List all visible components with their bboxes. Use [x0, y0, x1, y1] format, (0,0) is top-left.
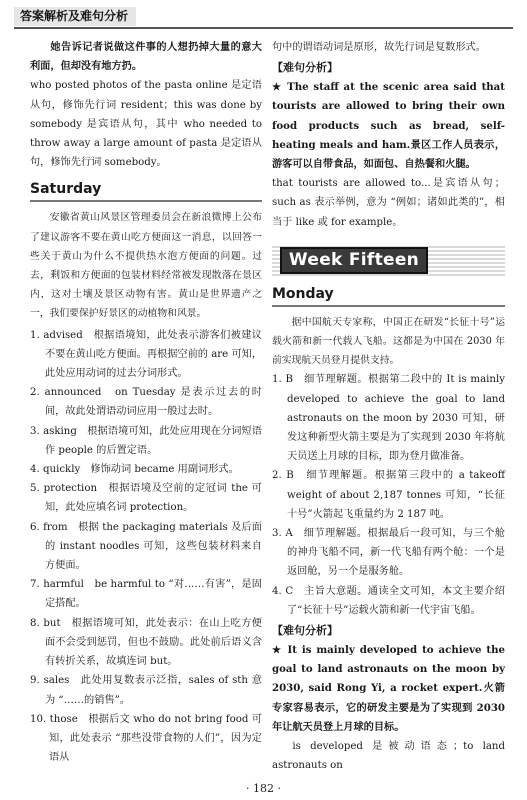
answer-item — [30, 479, 262, 517]
answer-number: 1. — [30, 329, 40, 341]
answer-text: asking 根据语境可知，此处应用现在分词短语作 people 的后置定语。 — [43, 425, 262, 456]
answer-number: 4. — [272, 585, 282, 597]
difficult-sentence-chinese: 火箭专家容易表示，它的研发主要是为了实现到 2030 年让航天员登上月球的目标。 — [272, 682, 505, 733]
header-title: 答案解析及难句分析 — [14, 7, 136, 26]
difficult-sentence-english: The staff at the scenic area said that tourists are allowed to bring their own food products such as bread, self-heating meals and ham. — [272, 81, 505, 151]
answer-text: but 根据语境可知，此处表示：在山上吃方便面不会受到惩罚，但也不鼓励。此处前后语义含有转折关系，故填连词 but。 — [43, 617, 262, 668]
answer-number: 5. — [30, 483, 40, 495]
answer-number: 6. — [30, 521, 40, 533]
answer-text: sales 此处用复数表示泛指，sales of sth 意为 “……的销售”。 — [43, 675, 262, 706]
answer-text: from 根据 the packaging materials 及后面的 instant noodles 可知，这些包装材料来自方便面。 — [43, 521, 262, 572]
answer-text: B 细节理解题。根据第二段中的 It is mainly developed to achieve the goal to land astronauts on the moon by 2030 可知，研发这种新型火箭主要是为了实现到 2030 年将航天员送上月球的目标，即为登月做准备。 — [285, 374, 505, 463]
answer-text: those 根据后文 who do not bring food 可知，此处表示 “那些没带食物的人们”，因为定语从 — [49, 713, 263, 764]
answer-item — [30, 460, 262, 479]
answer-number: 4. — [30, 464, 40, 476]
intro-translation-end: 她告诉记者说做这件事的人想扔掉大量的意大利面，但却没有地方扔。 — [30, 41, 262, 73]
answer-number: 1. — [272, 374, 282, 386]
intro-grammar-note: who posted photos of the pasta online 是定语从句，修饰先行词 resident；this was done by somebody 是宾语从句，其中 who needed to throw away a large amount of pasta 是定语从句，修饰先行词 somebody。 — [30, 80, 262, 169]
answer-text: advised 根据语境知，此处表示游客们被建议不要在黄山吃方便面。再根据空前的 are 可知，此处应用动词的过去分词形式。 — [43, 329, 263, 380]
header-rule — [14, 27, 513, 29]
star-icon: ★ — [272, 644, 288, 657]
page-number: · 182 · — [246, 782, 281, 795]
section-title-saturday: Saturday — [30, 181, 102, 198]
answer-item — [30, 710, 262, 768]
answer-item — [272, 466, 505, 524]
week-banner — [272, 246, 505, 276]
running-header — [14, 0, 513, 30]
section-rule — [272, 305, 505, 307]
answer-number: 8. — [30, 617, 40, 629]
section-rule — [30, 200, 262, 202]
answer-text: C 主旨大意题。通读全文可知，本文主要介绍了“长征十号”运载火箭和新一代宇宙飞船。 — [285, 585, 505, 616]
answer-item — [30, 575, 262, 613]
difficult-sentence — [272, 78, 505, 174]
answer-number: 2. — [272, 470, 282, 482]
answer-item — [30, 422, 262, 460]
answer-item — [30, 518, 262, 576]
answer-number: 9. — [30, 675, 40, 687]
difficult-sentence-note: that tourists are allowed to...是宾语从句；such as 表示举例，意为 “例如；诸如此类的”，相当于 like 或 for example。 — [272, 178, 505, 228]
difficult-sentence — [272, 641, 505, 737]
difficult-sentence-label: 【难句分析】 — [272, 61, 338, 75]
answer-number: 10. — [30, 713, 47, 725]
answer-text: B 细节理解题。根据第三段中的 a takeoff weight of about 2,187 tonnes 可知，“长征十号”火箭起飞重量约为 2 187 吨。 — [286, 470, 505, 520]
answer-number: 3. — [30, 425, 40, 437]
star-icon: ★ — [272, 81, 288, 94]
difficult-sentence-note: is developed 是被动语态；to land astronauts on — [272, 741, 505, 772]
monday-passage-translation: 据中国航天专家称，中国正在研发“长征十号”运载火箭和新一代载人飞船。这都是为中国在 2030 年前实现航天员登月提供支持。 — [272, 316, 505, 367]
answer-item — [272, 370, 505, 466]
answer-item — [30, 383, 262, 421]
left-column — [30, 38, 262, 767]
monday-answer-list — [272, 370, 505, 620]
answer-text: A 细节理解题。根据最后一段可知，与三个舱的神舟飞船不同，新一代飞船有两个舱：一个是返回舱，另一个是服务舱。 — [285, 528, 505, 578]
week-banner-label: Week Fifteen — [288, 249, 420, 270]
answer-text: quickly 修饰动词 became 用副词形式。 — [42, 464, 239, 476]
answer-number: 3. — [272, 528, 282, 540]
answer-text: protection 根据语境及空前的定冠词 the 可知，此处应填名词 protection。 — [43, 483, 262, 514]
answer-text: harmful be harmful to “对……有害”，是固定搭配。 — [43, 579, 262, 610]
difficult-sentence-english: It is mainly developed to achieve the goal to land astronauts on the moon by 2030, said Rong Yi, a rocket expert. — [272, 644, 505, 695]
continued-note: 句中的谓语动词是原形，故先行词是复数形式。 — [272, 42, 486, 53]
section-title-monday: Monday — [272, 285, 334, 302]
difficult-sentence-label: 【难句分析】 — [272, 624, 338, 638]
answer-number: 2. — [30, 387, 40, 399]
answer-number: 7. — [30, 579, 40, 591]
saturday-passage-translation: 安徽省黄山风景区管理委员会在新浪微博上公布了建议游客不要在黄山吃方便面这一消息，以回答一些关于黄山为什么不提供热水泡方便面的问题。过去，剩饭和方便面的包装材料经常被发现散落在景区内，这对土壤及景区动物有害。黄山是世界遗产之一，我们要保护好景区的动植物和风景。 — [30, 212, 262, 320]
answer-item — [272, 582, 505, 620]
answer-text: announced on Tuesday 是表示过去的时间，故此处谓语动词应用一般过去时。 — [44, 387, 262, 418]
answer-item — [30, 671, 262, 709]
answer-item — [30, 326, 262, 384]
saturday-answer-list — [30, 326, 262, 768]
answer-item — [30, 614, 262, 672]
right-column — [272, 38, 505, 776]
answer-item — [272, 524, 505, 582]
difficult-sentence-chinese: 景区工作人员表示，游客可以自带食品，如面包、自热餐和火腿。 — [272, 138, 506, 171]
